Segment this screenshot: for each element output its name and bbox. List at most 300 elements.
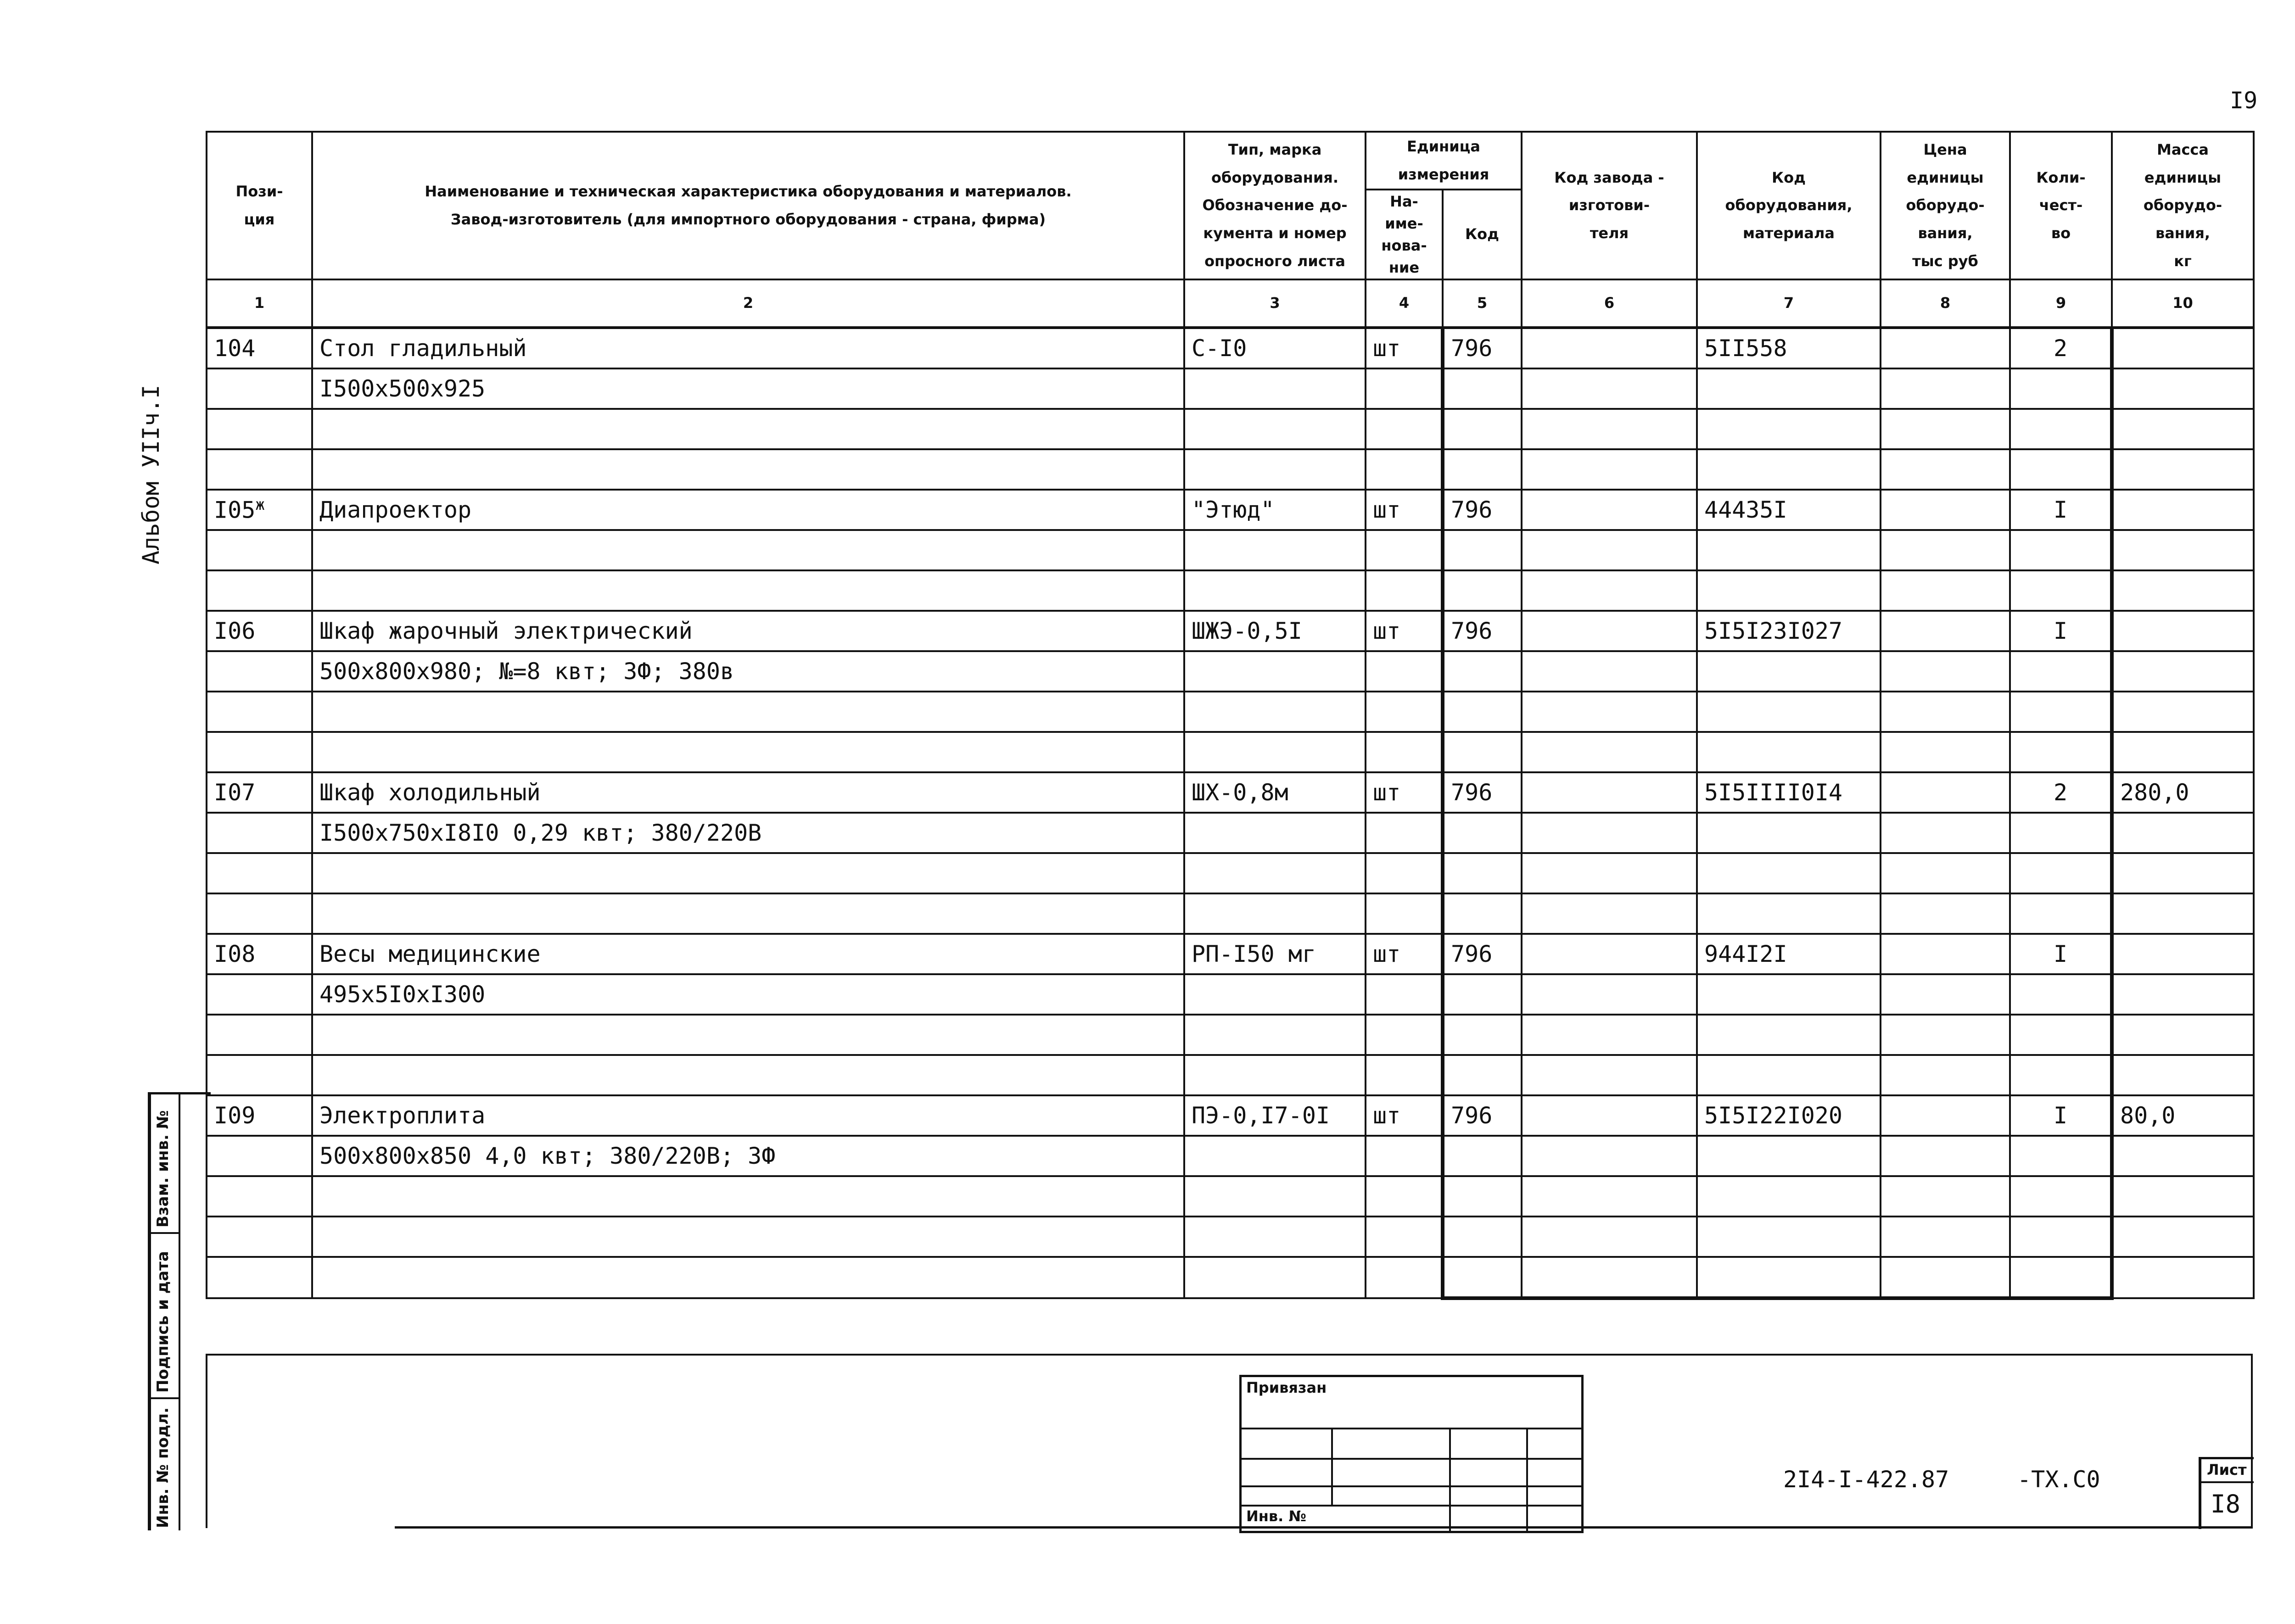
table-cell	[1881, 1217, 2010, 1257]
table-cell	[1443, 530, 1522, 570]
table-cell	[1184, 974, 1366, 1015]
table-cell	[2010, 1055, 2112, 1095]
table-cell	[1522, 490, 1697, 530]
table-cell	[1697, 732, 1881, 772]
table-cell: 5I5I22I020	[1697, 1095, 1881, 1136]
table-cell: 5II558	[1697, 328, 1881, 368]
table-cell	[1881, 853, 2010, 893]
header-text: Коли-	[2036, 168, 2086, 186]
table-cell	[1443, 853, 1522, 893]
table-cell: шт	[1366, 490, 1443, 530]
table-cell	[2112, 490, 2254, 530]
table-cell	[1881, 1095, 2010, 1136]
table-cell	[1697, 1015, 1881, 1055]
table-cell	[1697, 449, 1881, 490]
table-cell	[207, 1217, 312, 1257]
table-cell	[1522, 1217, 1697, 1257]
table-cell	[1184, 368, 1366, 409]
table-cell: шт	[1366, 328, 1443, 368]
table-cell	[1366, 974, 1443, 1015]
sheet-box	[2199, 1457, 2254, 1529]
table-row	[207, 570, 2254, 611]
table-cell	[1366, 651, 1443, 692]
table-cell	[2010, 409, 2112, 449]
header-text: тыс руб	[1912, 252, 1978, 270]
table-cell	[2010, 974, 2112, 1015]
table-cell	[1697, 1055, 1881, 1095]
table-cell: РП-I50 мг	[1184, 934, 1366, 974]
header-position	[207, 132, 312, 279]
table-row	[207, 1257, 2254, 1298]
table-cell	[2112, 409, 2254, 449]
table-cell	[1881, 1257, 2010, 1298]
table-cell	[2010, 692, 2112, 732]
table-cell	[2112, 1055, 2254, 1095]
header-text: Наименование и техническая характеристика оборудования и материалов.	[425, 183, 1072, 200]
column-number: 8	[1881, 279, 2010, 328]
table-cell	[1366, 893, 1443, 934]
header-text: ние	[1388, 258, 1420, 276]
binding-stamp	[1239, 1375, 1584, 1533]
column-number-row	[207, 279, 2254, 328]
header-price	[1881, 132, 2010, 279]
table-cell: шт	[1366, 772, 1443, 813]
table-cell: ШХ-0,8м	[1184, 772, 1366, 813]
table-cell	[2010, 853, 2112, 893]
column-number: 3	[1184, 279, 1366, 328]
table-cell: 80,0	[2112, 1095, 2254, 1136]
table-cell: Шкаф холодильный	[312, 772, 1184, 813]
table-cell	[207, 368, 312, 409]
table-cell	[312, 1015, 1184, 1055]
table-cell: I500x750xI8I0 0,29 квт; 380/220В	[312, 813, 1184, 853]
table-cell: шт	[1366, 1095, 1443, 1136]
table-cell: I500x500x925	[312, 368, 1184, 409]
table-cell	[1184, 1055, 1366, 1095]
table-row	[207, 368, 2254, 409]
table-cell	[1443, 974, 1522, 1015]
inv-no-label: Инв. №	[1246, 1507, 1306, 1525]
table-cell	[2112, 328, 2254, 368]
table-row	[207, 1136, 2254, 1176]
table-cell	[1522, 974, 1697, 1015]
table-cell: 796	[1443, 934, 1522, 974]
table-row	[207, 328, 2254, 368]
table-cell	[1366, 692, 1443, 732]
table-cell	[1697, 1136, 1881, 1176]
table-cell	[1184, 449, 1366, 490]
table-cell	[1881, 409, 2010, 449]
table-cell	[1881, 570, 2010, 611]
table-cell	[1697, 692, 1881, 732]
side-stamp-line	[151, 1397, 180, 1399]
bound-label: Привязан	[1246, 1379, 1327, 1396]
table-cell	[207, 853, 312, 893]
table-cell	[1881, 1136, 2010, 1176]
table-cell	[312, 732, 1184, 772]
table-cell	[1366, 570, 1443, 611]
column-number: 5	[1443, 279, 1522, 328]
header-text: во	[2051, 224, 2071, 242]
table-row	[207, 449, 2254, 490]
table-cell: 796	[1443, 611, 1522, 651]
table-cell	[1697, 1257, 1881, 1298]
sign-date-label: Подпись и дата	[154, 1251, 172, 1393]
header-row	[207, 132, 2254, 190]
table-cell: 5I5IIII0I4	[1697, 772, 1881, 813]
table-cell	[1697, 1217, 1881, 1257]
table-cell: I	[2010, 611, 2112, 651]
table-cell	[1697, 1176, 1881, 1217]
page-number: I9	[2230, 87, 2258, 114]
table-cell	[2112, 813, 2254, 853]
table-row	[207, 611, 2254, 651]
table-cell	[312, 1176, 1184, 1217]
table-cell	[1366, 853, 1443, 893]
table-cell: ШЖЭ-0,5I	[1184, 611, 1366, 651]
table-cell	[1184, 853, 1366, 893]
table-cell	[1881, 772, 2010, 813]
header-text: Единица	[1407, 138, 1480, 155]
table-cell	[207, 1055, 312, 1095]
table-cell: 796	[1443, 1095, 1522, 1136]
table-cell	[1697, 853, 1881, 893]
table-cell	[1881, 732, 2010, 772]
table-cell	[2010, 1136, 2112, 1176]
table-cell	[312, 893, 1184, 934]
table-cell	[1522, 772, 1697, 813]
table-cell	[1697, 974, 1881, 1015]
table-cell	[1522, 368, 1697, 409]
table-cell	[207, 570, 312, 611]
table-cell	[1697, 409, 1881, 449]
table-row	[207, 409, 2254, 449]
table-cell	[1881, 611, 2010, 651]
header-text: Завод-изготовитель (для импортного оборудования - страна, фирма)	[450, 210, 1046, 228]
stamp-line	[1526, 1428, 1528, 1531]
table-cell	[312, 449, 1184, 490]
table-cell	[1522, 328, 1697, 368]
frame-line	[206, 1354, 2253, 1356]
column-number: 6	[1522, 279, 1697, 328]
table-row	[207, 1217, 2254, 1257]
table-cell	[1184, 732, 1366, 772]
table-cell	[207, 449, 312, 490]
table-body	[207, 328, 2254, 1298]
table-row	[207, 651, 2254, 692]
table-cell	[2010, 893, 2112, 934]
table-cell	[1184, 893, 1366, 934]
table-cell	[312, 853, 1184, 893]
table-row	[207, 813, 2254, 853]
table-cell	[2112, 732, 2254, 772]
table-cell	[207, 1257, 312, 1298]
table-cell	[2010, 1176, 2112, 1217]
table-cell	[207, 1136, 312, 1176]
table-cell	[1366, 813, 1443, 853]
table-cell	[1697, 368, 1881, 409]
header-text: изготови-	[1568, 196, 1650, 214]
table-cell	[207, 893, 312, 934]
table-cell	[207, 813, 312, 853]
table-cell	[1366, 1257, 1443, 1298]
table-cell	[1443, 409, 1522, 449]
table-cell	[1697, 530, 1881, 570]
header-text: Обозначение до-	[1202, 196, 1348, 214]
table-cell	[207, 974, 312, 1015]
table-cell	[1443, 651, 1522, 692]
table-row	[207, 1055, 2254, 1095]
table-cell	[1443, 570, 1522, 611]
stamp-line	[1242, 1505, 1581, 1507]
table-cell	[1443, 1176, 1522, 1217]
table-cell	[2112, 1257, 2254, 1298]
table-cell	[1443, 893, 1522, 934]
table-cell	[1443, 1257, 1522, 1298]
header-text: оборудования.	[1211, 168, 1338, 186]
stamp-line	[1449, 1428, 1451, 1531]
table-cell	[2010, 449, 2112, 490]
table-cell	[207, 732, 312, 772]
header-text: оборудо-	[2143, 196, 2222, 214]
header-text: Пози-	[235, 183, 283, 200]
table-cell: 280,0	[2112, 772, 2254, 813]
table-cell	[2112, 853, 2254, 893]
table-cell	[2112, 651, 2254, 692]
table-cell	[2112, 934, 2254, 974]
stamp-line	[1242, 1458, 1581, 1460]
table-cell	[1443, 732, 1522, 772]
header-text: На-	[1390, 192, 1418, 210]
table-cell: I08	[207, 934, 312, 974]
table-cell	[2010, 813, 2112, 853]
header-text: вания,	[1918, 224, 1973, 242]
album-label: Альбом УIIч.I	[138, 385, 164, 564]
table-row	[207, 974, 2254, 1015]
table-cell	[2112, 1176, 2254, 1217]
table-cell	[1522, 934, 1697, 974]
table-cell	[1881, 893, 2010, 934]
table-cell	[1522, 1176, 1697, 1217]
table-cell	[2010, 368, 2112, 409]
header-unit-name	[1366, 190, 1443, 279]
table-cell	[1366, 1217, 1443, 1257]
table-cell: шт	[1366, 611, 1443, 651]
replace-inv-label: Взам. инв. №	[154, 1110, 172, 1228]
table-cell	[1522, 651, 1697, 692]
table-cell: шт	[1366, 934, 1443, 974]
header-text: измерения	[1398, 165, 1489, 183]
stamp-line	[1242, 1485, 1581, 1487]
table-cell	[1366, 409, 1443, 449]
table-cell	[1184, 1217, 1366, 1257]
header-text: Код завода -	[1554, 168, 1664, 186]
table-cell	[1443, 1055, 1522, 1095]
table-cell	[1881, 651, 2010, 692]
table-cell: I	[2010, 490, 2112, 530]
footnote-mark: ж	[255, 496, 265, 514]
column-number: 4	[1366, 279, 1443, 328]
table-cell	[312, 570, 1184, 611]
header-unit-group	[1366, 132, 1522, 190]
table-cell	[1881, 449, 2010, 490]
table-cell	[1443, 692, 1522, 732]
table-cell	[1184, 1136, 1366, 1176]
table-cell	[2112, 1015, 2254, 1055]
table-cell: 500x800x980; №=8 квт; 3Ф; 380в	[312, 651, 1184, 692]
table-cell	[207, 1176, 312, 1217]
table-cell: 5I5I23I027	[1697, 611, 1881, 651]
table-cell	[1443, 368, 1522, 409]
column-number: 1	[207, 279, 312, 328]
table-cell	[1881, 328, 2010, 368]
equipment-spec-table	[206, 131, 2255, 1300]
header-text: опросного листа	[1204, 252, 1345, 270]
sheet-label: Лист	[2207, 1461, 2247, 1479]
header-text: Масса	[2157, 140, 2209, 158]
table-cell	[1522, 732, 1697, 772]
table-cell	[1522, 1136, 1697, 1176]
table-cell	[1697, 570, 1881, 611]
table-cell	[1697, 651, 1881, 692]
table-cell	[1881, 934, 2010, 974]
table-cell	[1184, 651, 1366, 692]
table-cell	[2112, 692, 2254, 732]
table-cell	[312, 530, 1184, 570]
table-cell	[2010, 732, 2112, 772]
column-number: 7	[1697, 279, 1881, 328]
sheet-box-line	[2201, 1481, 2254, 1483]
table-cell: 796	[1443, 328, 1522, 368]
table-cell: 944I2I	[1697, 934, 1881, 974]
table-cell	[207, 409, 312, 449]
sheet-number: I8	[2211, 1490, 2241, 1518]
header-text: вания,	[2155, 224, 2211, 242]
header-type	[1184, 132, 1366, 279]
table-cell	[207, 530, 312, 570]
table-cell: "Этюд"	[1184, 490, 1366, 530]
table-cell	[1366, 1055, 1443, 1095]
frame-line	[206, 1354, 207, 1528]
header-text: Цена	[1923, 140, 1967, 158]
table-cell	[2010, 570, 2112, 611]
table-cell: I	[2010, 1095, 2112, 1136]
table-cell: I07	[207, 772, 312, 813]
table-cell	[1522, 530, 1697, 570]
column-number: 9	[2010, 279, 2112, 328]
table-cell	[312, 409, 1184, 449]
table-cell: 500x800x850 4,0 квт; 380/220В; 3Ф	[312, 1136, 1184, 1176]
table-cell	[1366, 1136, 1443, 1176]
table-row	[207, 1176, 2254, 1217]
table-cell	[1522, 409, 1697, 449]
header-equipment-code	[1697, 132, 1881, 279]
table-cell	[1697, 893, 1881, 934]
table-row	[207, 893, 2254, 934]
header-text: оборудо-	[1906, 196, 1985, 214]
table-cell: ПЭ-0,I7-0I	[1184, 1095, 1366, 1136]
table-cell: Весы медицинские	[312, 934, 1184, 974]
table-cell	[1184, 813, 1366, 853]
table-cell	[1522, 853, 1697, 893]
table-row	[207, 772, 2254, 813]
header-unit-code: Код	[1443, 190, 1522, 279]
table-cell	[2112, 1136, 2254, 1176]
table-cell	[207, 692, 312, 732]
table-cell	[1184, 530, 1366, 570]
table-cell	[1881, 368, 2010, 409]
table-cell	[1881, 1015, 2010, 1055]
header-text: кг	[2174, 252, 2192, 270]
table-cell	[2112, 974, 2254, 1015]
side-stamp-divider	[179, 1094, 180, 1530]
table-cell	[1443, 1015, 1522, 1055]
table-cell	[1366, 530, 1443, 570]
table-cell	[1522, 692, 1697, 732]
table-cell	[2010, 530, 2112, 570]
table-cell: 2	[2010, 328, 2112, 368]
table-cell	[2112, 570, 2254, 611]
header-text: оборудования,	[1725, 196, 1853, 214]
table-cell	[2112, 1217, 2254, 1257]
column-number: 2	[312, 279, 1184, 328]
table-cell	[1522, 893, 1697, 934]
table-cell	[1184, 692, 1366, 732]
header-text: име-	[1385, 214, 1423, 232]
table-row	[207, 732, 2254, 772]
table-row	[207, 692, 2254, 732]
table-cell: Электроплита	[312, 1095, 1184, 1136]
document-code: 2I4-I-422.87	[1783, 1466, 1949, 1493]
table-cell: I09	[207, 1095, 312, 1136]
table-cell	[2010, 1015, 2112, 1055]
table-cell	[1881, 1055, 2010, 1095]
header-text: единицы	[1907, 168, 1984, 186]
table-cell	[1522, 813, 1697, 853]
table-row	[207, 934, 2254, 974]
table-cell	[2112, 530, 2254, 570]
table-cell: I	[2010, 934, 2112, 974]
table-cell: 495x5I0xI300	[312, 974, 1184, 1015]
header-text: теля	[1590, 224, 1629, 242]
header-text: нова-	[1381, 236, 1427, 254]
table-cell	[312, 692, 1184, 732]
side-stamp	[148, 1092, 211, 1530]
table-cell: 796	[1443, 490, 1522, 530]
header-text: Тип, марка	[1228, 140, 1322, 158]
table-cell: $I05^ж$	[207, 490, 312, 530]
table-cell	[1184, 409, 1366, 449]
inv-orig-label: Инв. № подл.	[154, 1407, 172, 1528]
table-cell: 104	[207, 328, 312, 368]
table-cell	[1184, 1015, 1366, 1055]
table-cell	[1522, 1257, 1697, 1298]
header-factory-code	[1522, 132, 1697, 279]
table-row	[207, 530, 2254, 570]
table-cell	[1184, 1257, 1366, 1298]
document-suffix: -ТХ.С0	[2017, 1466, 2100, 1493]
table-cell	[312, 1257, 1184, 1298]
table-cell	[1881, 1176, 2010, 1217]
table-cell	[1881, 813, 2010, 853]
table-cell	[1522, 611, 1697, 651]
header-text: материала	[1743, 224, 1835, 242]
table-cell	[1366, 368, 1443, 409]
table-row	[207, 1015, 2254, 1055]
table-row	[207, 853, 2254, 893]
table-cell	[1522, 449, 1697, 490]
table-cell	[312, 1217, 1184, 1257]
